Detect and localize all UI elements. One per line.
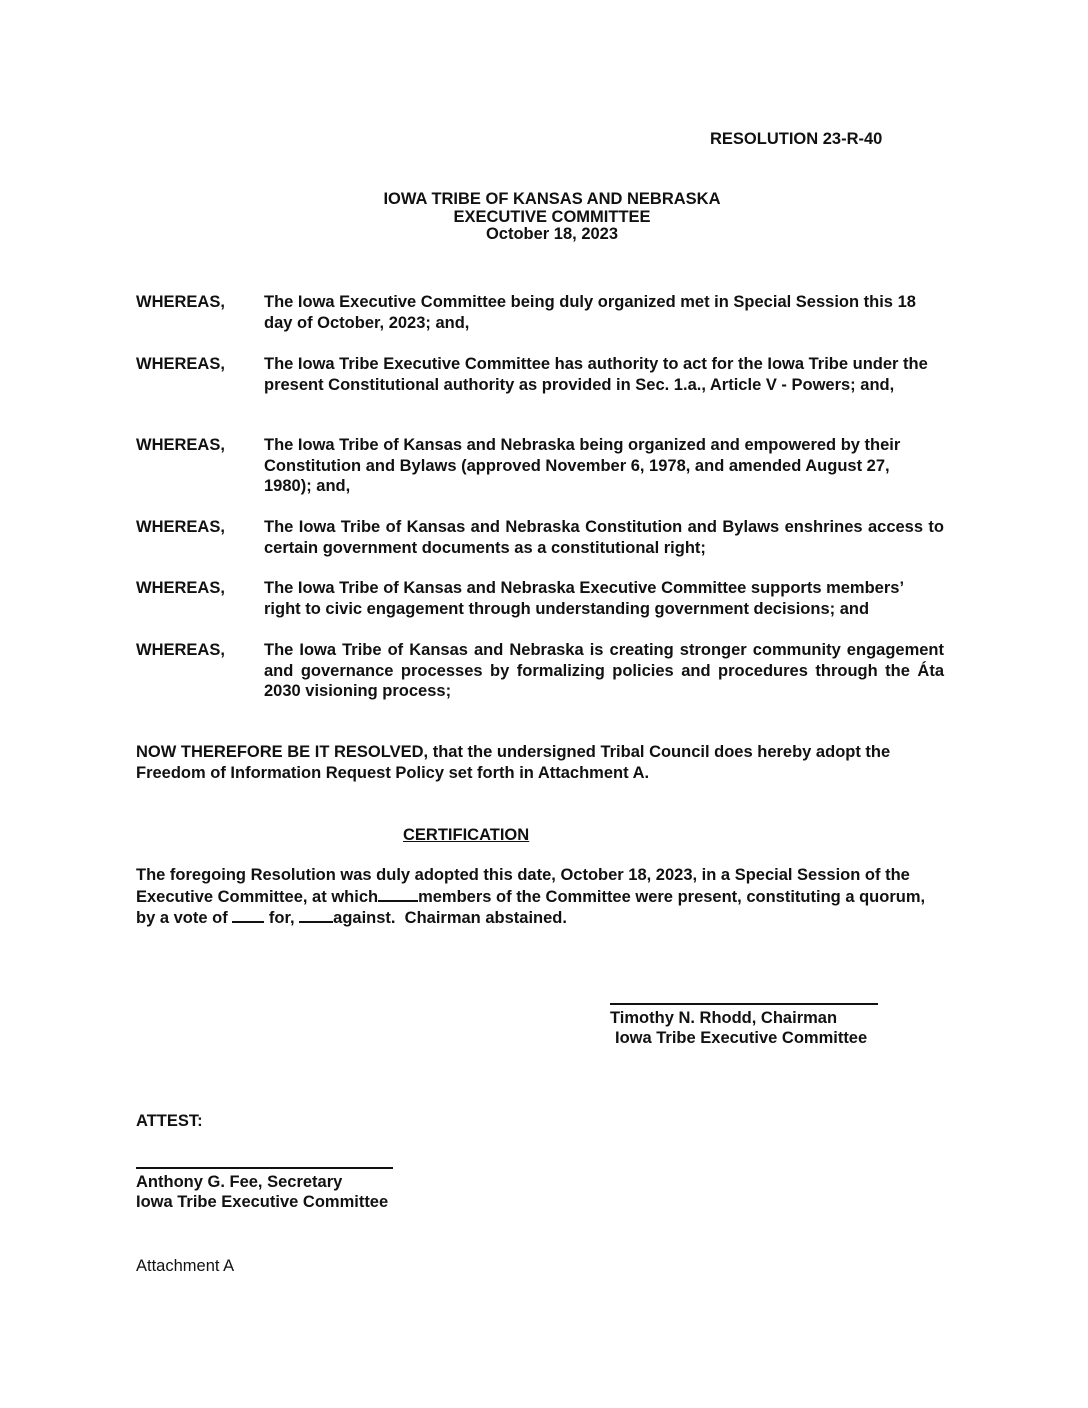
members-present-blank[interactable]	[378, 886, 418, 902]
header-date: October 18, 2023	[485, 225, 619, 243]
resolved-clause: NOW THEREFORE BE IT RESOLVED, that the undersigned Tribal Council does hereby adopt the Freedom of Information Request Policy set forth in Attachment A.	[136, 743, 891, 782]
whereas-text: The Iowa Tribe of Kansas and Nebraska Executive Committee supports members’ right to civic engagement through understanding government decisions; and	[264, 579, 904, 618]
certification-text-4: against. Chairman abstained.	[333, 909, 567, 927]
attest-label: ATTEST:	[136, 1112, 203, 1130]
certification-text-1: The foregoing Resolution was duly adopted this date, October 18, 2023, in a Special Session of the Executive Committee, at which	[136, 866, 910, 906]
resolution-number: RESOLUTION 23-R-40	[710, 130, 883, 148]
chairman-name: Timothy N. Rhodd, Chairman	[610, 1009, 838, 1027]
certification-text-3: for,	[268, 909, 295, 927]
whereas-label: WHEREAS,	[136, 641, 225, 659]
whereas-text: The Iowa Executive Committee being duly organized met in Special Session this 18 day of October, 2023; and,	[264, 293, 916, 332]
certification-text-2: members of the Committee were present, constituting a quorum, by a vote of	[136, 887, 926, 927]
whereas-label: WHEREAS,	[136, 293, 225, 311]
chairman-title: Iowa Tribe Executive Committee	[615, 1029, 868, 1047]
whereas-label: WHEREAS,	[136, 579, 225, 597]
certification-title: CERTIFICATION	[403, 826, 530, 844]
whereas-text: The Iowa Tribe of Kansas and Nebraska being organized and empowered by their Constitution and Bylaws (approved November 6, 1978, and amended August 27, 1980); and,	[264, 436, 901, 495]
whereas-label: WHEREAS,	[136, 355, 225, 373]
document-header	[300, 191, 804, 244]
attachment-reference: Attachment A	[136, 1257, 235, 1275]
chairman-signature-line[interactable]	[610, 1003, 878, 1005]
secretary-name: Anthony G. Fee, Secretary	[136, 1173, 343, 1191]
whereas-text: The Iowa Tribe Executive Committee has authority to act for the Iowa Tribe under the present Constitutional authority as provided in Sec. 1.a., Article V - Powers; and,	[264, 355, 928, 394]
certification-body	[136, 865, 946, 929]
secretary-signature-line[interactable]	[136, 1167, 393, 1169]
whereas-label: WHEREAS,	[136, 518, 225, 536]
votes-against-blank[interactable]	[299, 907, 333, 923]
header-committee: EXECUTIVE COMMITTEE	[453, 207, 651, 226]
votes-for-blank[interactable]	[232, 907, 264, 923]
whereas-text: The Iowa Tribe of Kansas and Nebraska is creating stronger community engagement and governance processes by formalizing policies and procedures through the Áta 2030 visioning process;	[264, 641, 944, 700]
secretary-title: Iowa Tribe Executive Committee	[136, 1193, 389, 1211]
header-organization: IOWA TRIBE OF KANSAS AND NEBRASKA	[383, 190, 721, 208]
whereas-label: WHEREAS,	[136, 436, 225, 454]
whereas-text: The Iowa Tribe of Kansas and Nebraska Constitution and Bylaws enshrines access to certain government documents as a constitutional right;	[264, 518, 944, 557]
